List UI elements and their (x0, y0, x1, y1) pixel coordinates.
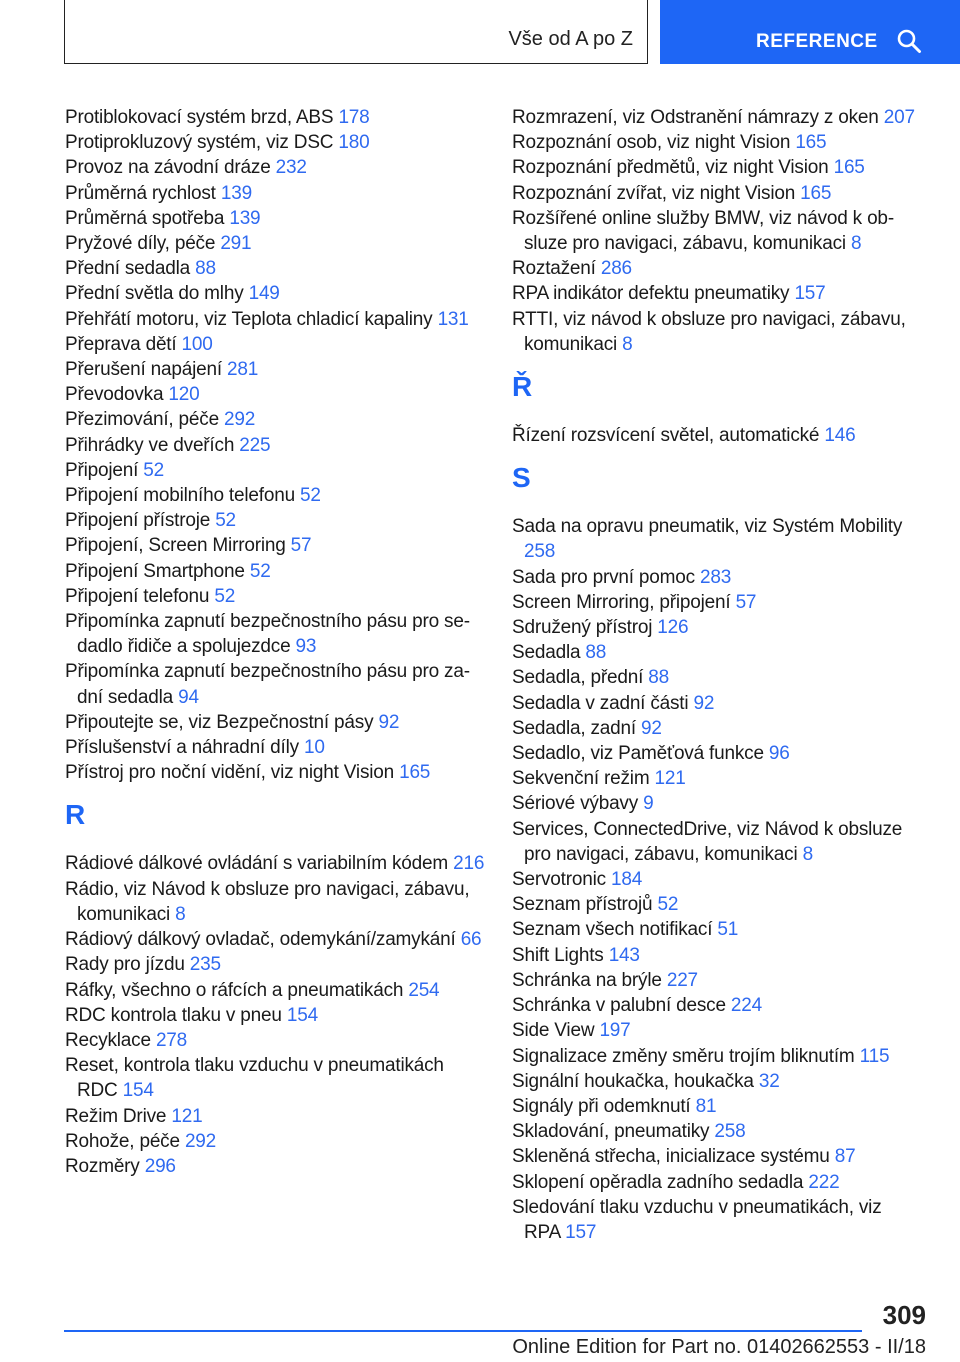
index-entry-text: RPA indikátor defektu pneumatiky (512, 283, 795, 305)
index-entry-text: Shift Lights (512, 944, 609, 966)
index-entry-text: Sedadla v zadní části (512, 692, 694, 714)
index-entry (512, 256, 922, 281)
index-entry-text: RTTI, viz návod k obsluze pro navigaci, zábavu, komunikaci (512, 308, 906, 355)
index-entry-text: Přední sedadla (65, 258, 196, 280)
index-entry-text: Schránka na brýle (512, 969, 667, 991)
index-entry-text: Připojení mobilního telefonu (65, 485, 301, 507)
index-entry (512, 281, 922, 306)
index-entry (65, 433, 485, 458)
page-link[interactable]: 143 (608, 944, 640, 966)
index-entry (65, 584, 485, 609)
index-entry-text: Seznam přístrojů (512, 894, 658, 916)
index-entry-text: Recyklace (65, 1029, 156, 1051)
index-entry (512, 423, 922, 448)
index-entry (65, 105, 485, 130)
index-entry (65, 206, 485, 231)
index-entry (512, 1018, 922, 1043)
page-link[interactable]: 52 (215, 510, 236, 532)
page-link[interactable]: 157 (794, 283, 826, 305)
index-entry-text: Skleněná střecha, inicializace systému (512, 1146, 835, 1168)
index-entry-text: Sekvenční režim (512, 768, 655, 790)
index-entry-text: Screen Mirroring, připojení (512, 591, 736, 613)
index-entry-text: Signální houkačka, houkačka (512, 1070, 759, 1092)
page-link[interactable]: 146 (824, 425, 856, 447)
index-entry (65, 735, 485, 760)
index-entry-text: Ráfky, všechno o ráfcích a pneumatikách (65, 979, 409, 1001)
page-link[interactable]: 157 (565, 1221, 597, 1243)
page-link[interactable]: 51 (717, 919, 739, 941)
page-link[interactable]: 52 (657, 894, 679, 916)
section-letter: S (512, 462, 531, 494)
index-entry-text: Připojení (65, 459, 144, 481)
page-link[interactable]: 286 (600, 258, 632, 280)
page-link[interactable]: 139 (229, 207, 261, 229)
index-entry (65, 483, 485, 508)
index-entry-text: Převodovka (65, 384, 169, 406)
page-link[interactable]: 291 (220, 233, 252, 255)
index-entry (512, 615, 922, 640)
index-entry-text: Sada na opravu pneumatik, viz Systém Mobility (512, 516, 903, 538)
index-entry-text: Sledování tlaku vzduchu v pneumatikách, viz RPA (512, 1196, 882, 1243)
index-entry-text: Rádiový dálkový ovladač, odemykání/zamykání (65, 929, 461, 951)
search-icon[interactable] (896, 28, 922, 54)
index-entry-text: Provoz na závodní dráze (65, 157, 276, 179)
index-entry-text: Rozšířené online služby BMW, viz návod k obsluze pro navigaci, zábavu, komunikaci (512, 207, 895, 255)
page-link[interactable]: 8 (802, 843, 813, 865)
footer-divider (64, 1330, 862, 1332)
index-entry (65, 978, 485, 1003)
page-link[interactable]: 81 (695, 1095, 717, 1117)
index-entry (512, 691, 922, 716)
page-link[interactable]: 235 (189, 954, 221, 976)
index-entry (65, 508, 485, 533)
index-entry (512, 917, 922, 942)
index-entry (512, 565, 922, 590)
index-entry (512, 590, 922, 615)
page-link[interactable]: 94 (178, 686, 199, 708)
page-link[interactable]: 184 (610, 869, 643, 891)
index-entry-text: Signály při odemknutí (512, 1095, 696, 1117)
page-link[interactable]: 121 (171, 1105, 203, 1127)
index-entry (65, 710, 485, 735)
page-link[interactable]: 225 (239, 434, 271, 456)
index-entry-text: Sedadla, přední (512, 667, 649, 689)
index-column-left (65, 105, 485, 1179)
index-entry-text: Průměrná rychlost (65, 182, 221, 204)
page-link[interactable]: 278 (155, 1029, 188, 1051)
page-link[interactable]: 115 (859, 1045, 890, 1067)
index-entry-text: Sedadlo, viz Paměťová funkce (512, 743, 769, 765)
index-entry-text: Rozpoznání osob, viz night Vision (512, 132, 796, 154)
index-entry-text: Side View (512, 1020, 600, 1042)
index-entry (512, 1195, 922, 1245)
section-letter: R (65, 799, 86, 831)
index-entry-text: Rádiové dálkové ovládání s variabilním kódem (65, 853, 454, 875)
index-entry (512, 514, 922, 564)
index-entry (512, 943, 922, 968)
page-link[interactable]: 281 (227, 359, 259, 381)
index-entry-text: Sklopení opěradla zadního sedadla (512, 1171, 809, 1193)
index-entry-text: Přerušení napájení (65, 359, 228, 381)
index-entry-text: Přístroj pro noční vidění, viz night Vision (65, 762, 400, 784)
page-link[interactable]: 120 (168, 384, 200, 406)
index-entry-text: Připomínka zapnutí bezpečnostního pásu pro zadní sedadla (65, 661, 471, 708)
page-link[interactable]: 9 (643, 793, 654, 815)
index-entry (512, 640, 922, 665)
index-entry-text: Připojení, Screen Mirroring (65, 535, 291, 557)
index-entry (65, 1003, 485, 1028)
page-link[interactable]: 92 (693, 692, 715, 714)
page-link[interactable]: 66 (460, 929, 482, 951)
section-letter: Ř (512, 371, 533, 403)
index-entry (512, 968, 922, 993)
index-entry (512, 741, 922, 766)
index-entry (65, 927, 485, 952)
index-entry (65, 1028, 485, 1053)
index-entry-text: Protiblokovací systém brzd, ABS (65, 107, 339, 128)
index-entry-text: Rady pro jízdu (65, 954, 190, 976)
index-entry (512, 307, 922, 357)
index-entry-text: Sedadla (512, 642, 586, 664)
page-link[interactable]: 154 (286, 1004, 318, 1026)
index-entry-text: Připojení přístroje (65, 510, 216, 532)
page-link[interactable]: 207 (883, 107, 915, 128)
page-link[interactable]: 52 (214, 585, 236, 607)
page-number: 309 (882, 1300, 926, 1330)
page-link[interactable]: 165 (795, 132, 827, 154)
index-entry-text: Pryžové díly, péče (65, 233, 221, 255)
index-entry (512, 130, 922, 155)
index-entry (512, 1119, 922, 1144)
index-entry (512, 791, 922, 816)
page-link[interactable]: 8 (175, 903, 186, 925)
index-entry (65, 851, 485, 876)
index-entry (65, 1104, 485, 1129)
page-link[interactable]: 224 (730, 995, 763, 1017)
page-link[interactable]: 197 (599, 1020, 631, 1042)
page-link[interactable]: 100 (181, 333, 213, 355)
page-link[interactable]: 222 (808, 1171, 840, 1193)
index-entry-text: Řízení rozsvícení světel, automatické (512, 425, 825, 447)
index-entry (512, 206, 922, 256)
page-link[interactable]: 87 (834, 1146, 856, 1168)
index-entry (65, 952, 485, 977)
index-entry (512, 665, 922, 690)
index-entry (512, 716, 922, 741)
index-entry (65, 382, 485, 407)
index-entry (512, 181, 922, 206)
index-entry (65, 155, 485, 180)
index-entry-text: Roztažení (512, 258, 601, 280)
page-link[interactable]: 292 (184, 1130, 217, 1152)
index-entry (512, 766, 922, 791)
page-link[interactable]: 139 (220, 182, 252, 204)
index-entry-text: Rozpoznání předmětů, viz night Vision (512, 157, 834, 179)
page-link[interactable]: 149 (248, 283, 280, 305)
index-entry (65, 659, 485, 709)
index-entry-text: Příslušenství a náhradní díly (65, 737, 305, 759)
page-link[interactable]: 8 (622, 333, 633, 355)
index-entry-text: Připojení Smartphone (65, 560, 250, 582)
page-link[interactable]: 292 (224, 409, 256, 431)
index-entry-text: Připojení telefonu (65, 585, 215, 607)
index-entry (65, 231, 485, 256)
index-entry (512, 892, 922, 917)
index-entry-text: Přední světla do mlhy (65, 283, 249, 305)
index-entry-text: Signalizace změny směru trojím bliknutím (512, 1045, 860, 1067)
index-entry-text: Sada pro první pomoc (512, 566, 701, 588)
index-entry-text: Sdružený přístroj (512, 617, 658, 639)
index-entry (512, 1170, 922, 1195)
index-entry (512, 155, 922, 180)
page-link[interactable]: 57 (290, 535, 312, 557)
index-entry (65, 877, 485, 927)
index-entry (65, 1129, 485, 1154)
page-link[interactable]: 88 (648, 667, 669, 689)
index-entry (512, 867, 922, 892)
index-entry (512, 993, 922, 1018)
index-entry (512, 1144, 922, 1169)
page-link[interactable]: 283 (700, 566, 732, 588)
index-entry-text: Průměrná spotřeba (65, 207, 230, 229)
index-entry (65, 1154, 485, 1179)
index-entry (65, 181, 485, 206)
page-link[interactable]: 8 (850, 233, 862, 255)
page-link[interactable]: 32 (758, 1070, 780, 1092)
chapter-title: REFERENCE (756, 31, 878, 52)
index-entry-text: Režim Drive (65, 1105, 172, 1127)
index-entry (65, 1053, 485, 1103)
page-link[interactable]: 258 (524, 541, 556, 563)
index-entry-text: Servotronic (512, 869, 611, 891)
index-entry-text: Rádio, viz Návod k obsluze pro navigaci, zábavu, komunikaci (65, 878, 470, 925)
index-entry-text: Seznam všech notifikací (512, 919, 718, 941)
page-link[interactable]: 131 (437, 308, 469, 330)
page-link[interactable]: 126 (657, 617, 689, 639)
page-link[interactable]: 232 (275, 157, 307, 179)
page-link[interactable]: 180 (338, 132, 370, 154)
page-link[interactable]: 165 (800, 182, 832, 204)
section-header-box (64, 0, 648, 64)
page-link[interactable]: 227 (666, 969, 698, 991)
page-link[interactable]: 165 (833, 157, 865, 179)
index-entry (65, 130, 485, 155)
page-link[interactable]: 52 (143, 459, 165, 481)
page-link[interactable]: 93 (295, 636, 317, 658)
index-entry-text: Připoutejte se, viz Bezpečnostní pásy (65, 711, 379, 733)
index-entry-text: Přezimování, péče (65, 409, 225, 431)
index-entry-text: Reset, kontrola tlaku vzduchu v pneumatikách RDC (65, 1055, 444, 1102)
page-link[interactable]: 296 (144, 1155, 176, 1177)
index-entry-text: Services, ConnectedDrive, viz Návod k obsluze pro navigaci, zábavu, komunikaci (512, 818, 903, 865)
index-entry (65, 332, 485, 357)
index-entry-text: Rozmrazení, viz Odstranění námrazy z oken (512, 107, 884, 128)
page-link[interactable]: 121 (654, 768, 686, 790)
page-link[interactable]: 57 (735, 591, 757, 613)
page-link[interactable]: 52 (300, 485, 321, 507)
index-entry (65, 559, 485, 584)
index-entry-text: Přeprava dětí (65, 333, 182, 355)
index-entry-text: Sériové výbavy (512, 793, 644, 815)
index-entry (65, 609, 485, 659)
index-entry-text: RDC kontrola tlaku v pneu (65, 1004, 287, 1026)
index-entry (512, 105, 922, 130)
page-link[interactable]: 254 (408, 979, 440, 1001)
index-entry-text: Připomínka zapnutí bezpečnostního pásu pro sedadlo řidiče a spolujezdce (65, 611, 471, 658)
page-link[interactable]: 88 (195, 258, 216, 280)
page-link[interactable]: 96 (768, 743, 790, 765)
index-entry-text: Schránka v palubní desce (512, 995, 731, 1017)
index-entry-text: Protiprokluzový systém, viz DSC (65, 132, 339, 154)
index-entry (65, 458, 485, 483)
index-entry (65, 760, 485, 785)
index-entry-text: Přehřátí motoru, viz Teplota chladicí kapaliny (65, 308, 438, 330)
page-link[interactable]: 92 (378, 711, 400, 733)
page-link[interactable]: 178 (338, 107, 370, 128)
index-entry (512, 1044, 922, 1069)
page-link[interactable]: 52 (249, 560, 271, 582)
page-link[interactable]: 88 (585, 642, 607, 664)
index-entry (65, 281, 485, 306)
index-entry-text: Skladování, pneumatiky (512, 1121, 715, 1143)
index-entry-text: Přihrádky ve dveřích (65, 434, 240, 456)
page-link[interactable]: 10 (304, 737, 325, 759)
index-entry-text: Sedadla, zadní (512, 717, 642, 739)
page-link[interactable]: 258 (714, 1121, 746, 1143)
edition-info: Online Edition for Part no. 01402662553 - II/18 (512, 1336, 926, 1358)
page-link[interactable]: 165 (399, 762, 431, 784)
page-link[interactable]: 216 (453, 853, 485, 875)
index-entry-text: Rohože, péče (65, 1130, 185, 1152)
index-entry (65, 357, 485, 382)
index-entry (512, 817, 922, 867)
chapter-header-tab[interactable] (660, 0, 960, 64)
index-entry (512, 1069, 922, 1094)
section-title: Vše od A po Z (508, 28, 633, 50)
index-entry (65, 307, 485, 332)
index-entry (65, 256, 485, 281)
index-entry (65, 407, 485, 432)
index-column-right (512, 105, 922, 1245)
index-entry (65, 533, 485, 558)
index-entry (512, 1094, 922, 1119)
page-link[interactable]: 154 (122, 1080, 154, 1102)
index-entry-text: Rozměry (65, 1155, 145, 1177)
index-entry-text: Rozpoznání zvířat, viz night Vision (512, 182, 801, 204)
page-link[interactable]: 92 (641, 717, 662, 739)
